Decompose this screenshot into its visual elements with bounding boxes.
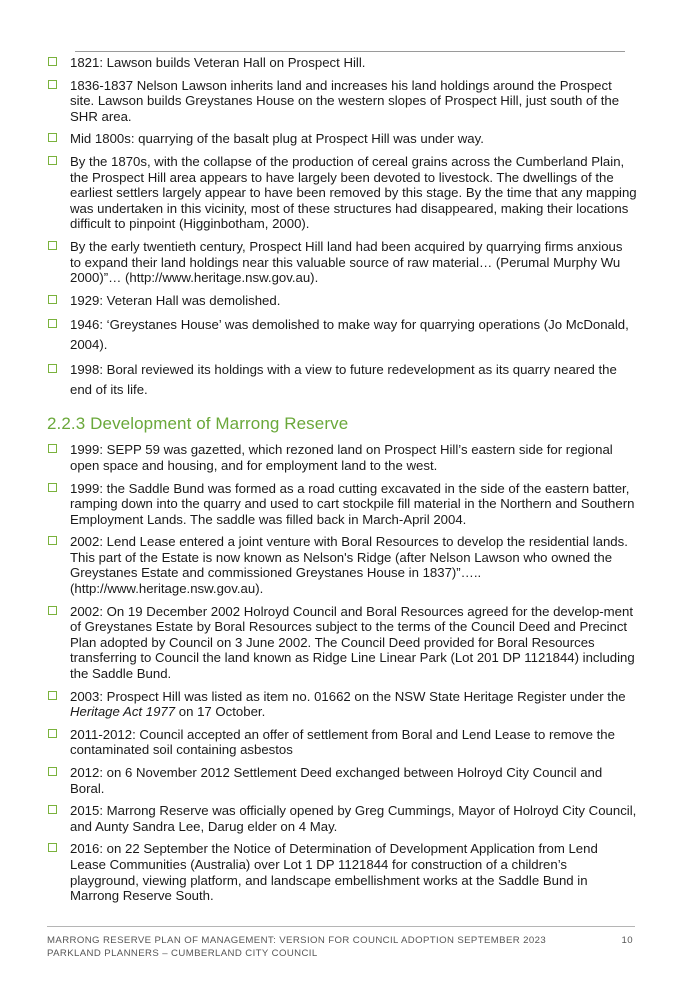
- list-item: By the 1870s, with the collapse of the production of cereal grains across the Cumberland Plain, the Prospect Hill area appears to have largely been devoted to livestock. The dwellings of the earliest settlers largely appear to have been removed by this stage. By the time that any mapping was undertaken in this vicinity, most of these structures had disappeared, making their locations difficult to pinpoint (Higginbotham, 2000).: [47, 154, 637, 232]
- checkbox-bullet-icon: [48, 767, 57, 776]
- checkbox-bullet-icon: [48, 364, 57, 373]
- list-item: Mid 1800s: quarrying of the basalt plug at Prospect Hill was under way.: [47, 131, 637, 147]
- list-item: 1999: the Saddle Bund was formed as a road cutting excavated in the side of the eastern batter, ramping down into the quarry and used to cart stockpile fill material in the Northern and Southern Employment Lands. The saddle was filled back in March-April 2004.: [47, 481, 637, 528]
- list-item: 2012: on 6 November 2012 Settlement Deed exchanged between Holroyd City Council and Boral.: [47, 765, 637, 796]
- timeline-list-early: [47, 55, 637, 400]
- list-item: 1946: ‘Greystanes House’ was demolished to make way for quarrying operations (Jo McDonald, 2004).: [47, 315, 637, 355]
- list-item: 2003: Prospect Hill was listed as item no. 01662 on the NSW State Heritage Register under the Heritage Act 1977 on 17 October.: [47, 689, 637, 720]
- section-heading: 2.2.3 Development of Marrong Reserve: [47, 414, 349, 434]
- checkbox-bullet-icon: [48, 483, 57, 492]
- list-item: 1929: Veteran Hall was demolished.: [47, 293, 637, 309]
- list-item: By the early twentieth century, Prospect Hill land had been acquired by quarrying firms anxious to expand their land holdings near this valuable source of raw material… (Perumal Murphy Wu 2000)”… (http://www.heritage.nsw.gov.au).: [47, 239, 637, 286]
- page-number: 10: [621, 935, 633, 946]
- list-item: 1836-1837 Nelson Lawson inherits land and increases his land holdings around the Prospect site. Lawson builds Greystanes House on the western slopes of Prospect Hill, just south of the SHR area.: [47, 78, 637, 125]
- timeline-list-development: [47, 442, 637, 903]
- checkbox-bullet-icon: [48, 57, 57, 66]
- heritage-act-title: Heritage Act 1977: [70, 704, 176, 720]
- list-item: 2015: Marrong Reserve was officially opened by Greg Cummings, Mayor of Holroyd City Council, and Aunty Sandra Lee, Darug elder on 4 May.: [47, 803, 637, 834]
- checkbox-bullet-icon: [48, 606, 57, 615]
- list-item: 2002: Lend Lease entered a joint venture with Boral Resources to develop the residential lands. This part of the Estate is now known as Nelson's Ridge (after Nelson Lawson who owned the Greystanes Estate and commissioned Greystanes House in 1837)”….. (http://www.heritage.nsw.gov.au).: [47, 534, 637, 596]
- footer-document-title: MARRONG RESERVE PLAN OF MANAGEMENT: VERSION FOR COUNCIL ADOPTION SEPTEMBER 2023: [47, 935, 547, 946]
- checkbox-bullet-icon: [48, 133, 57, 142]
- footer-author: PARKLAND PLANNERS – CUMBERLAND CITY COUNCIL: [47, 947, 318, 959]
- checkbox-bullet-icon: [48, 729, 57, 738]
- checkbox-bullet-icon: [48, 536, 57, 545]
- footer-divider: [47, 926, 635, 927]
- checkbox-bullet-icon: [48, 843, 57, 852]
- list-item: 2016: on 22 September the Notice of Determination of Development Application from Lend Lease Communities (Australia) over Lot 1 DP 1121844 for construction of a children’s playground, viewing platform, and landscape embellishment works at the Saddle Bund in Marrong Reserve South.: [47, 841, 637, 903]
- checkbox-bullet-icon: [48, 156, 57, 165]
- list-item: 2011-2012: Council accepted an offer of settlement from Boral and Lend Lease to remove the contaminated soil containing asbestos: [47, 727, 637, 758]
- page-content: [47, 55, 637, 911]
- checkbox-bullet-icon: [48, 444, 57, 453]
- checkbox-bullet-icon: [48, 319, 57, 328]
- checkbox-bullet-icon: [48, 241, 57, 250]
- checkbox-bullet-icon: [48, 80, 57, 89]
- checkbox-bullet-icon: [48, 295, 57, 304]
- page-footer: [47, 935, 635, 960]
- list-item: 2002: On 19 December 2002 Holroyd Council and Boral Resources agreed for the develop-ment of Greystanes Estate by Boral Resources subject to the terms of the Council Deed and Precinct Plan adopted by Council on 3 June 2002. The Council Deed provided for Boral Resources transferring to Council the land known as Ridge Line Linear Park (Lot 201 DP 1121844) including the Saddle Bund.: [47, 604, 637, 682]
- list-item: 1999: SEPP 59 was gazetted, which rezoned land on Prospect Hill’s eastern side for regional open space and housing, and for employment land to the west.: [47, 442, 637, 473]
- checkbox-bullet-icon: [48, 805, 57, 814]
- list-item: 1821: Lawson builds Veteran Hall on Prospect Hill.: [47, 55, 637, 71]
- top-divider: [75, 51, 625, 52]
- checkbox-bullet-icon: [48, 691, 57, 700]
- list-item: 1998: Boral reviewed its holdings with a view to future redevelopment as its quarry neared the end of its life.: [47, 360, 637, 400]
